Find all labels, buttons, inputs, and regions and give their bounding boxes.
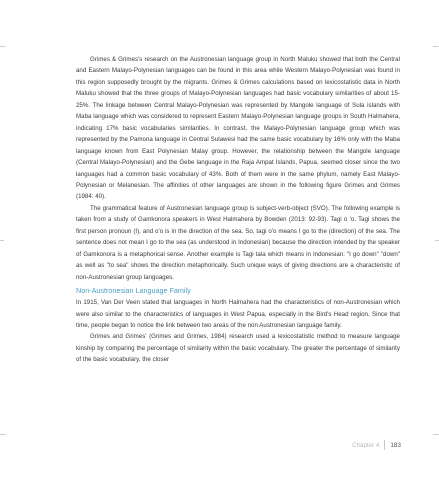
footer-divider bbox=[384, 440, 385, 450]
crop-mark-mid-right bbox=[435, 240, 439, 241]
crop-mark-bottom-right bbox=[433, 434, 439, 435]
crop-mark-mid-left bbox=[0, 240, 4, 241]
page-number: 183 bbox=[390, 441, 401, 449]
section-heading: Non-Austronesian Language Family bbox=[76, 286, 191, 296]
crop-mark-top-left bbox=[0, 46, 6, 47]
crop-mark-bottom-left bbox=[0, 434, 6, 435]
paragraph-grammatical-feature: The grammatical feature of Austronesian language group is subject-verb-object (SVO). The following example is taken from a study of Gamkonora speakers in West Halmahera by Bowden (2013: 92-93). Tagi o 'o. Tagi shows the first person pronoun (I), and o'o is in the direction of the sea. So, tagi o'o means I go to the (direction) of the sea. The sentence does not mean I go to the sea (as understood in Indonesian) because the direction intended by the speaker of Gamkonora is a metaphorical sense. Another example is Tagi tala which means in Indonesian: "I go down" "down" as well as "to sea" shows the direction metaphorically. Such unique ways of giving directions are a characteristic of non-Austronesian group languages. bbox=[76, 204, 400, 281]
paragraph-grimes-research: Grimes & Grimes's research on the Austronesian language group in North Maluku showed that both the Central and Eastern Malayo-Polynesian languages can be found in this area while Western Malayo-Polynesian was found in this region supposedly brought by the migrants. Grimes & Grimes calculations based on lexicostatistic data in North Maluku showed that the three groups of Malayo-Polynesian languages had basic vocabulary similarities of about 15-25%. The linkage between Central Malayo-Polynesian was represented by Mangole language of Sula islands with Maba language which was considered to represent Eastern Malayo-Polynesian language groups in South Halmahera, indicating 17% basic vocabularies similarities. In contrast, the Malayo-Polynesian language group which was represented by the Pamona language in Central Sulawesi had the same basic vocabulary by 16% only with the Maba language known from East Polynesian Malay group. However, the relationship between the Mangole language (Central Malayo-Polynesian) and the Gebe language in the Raja Ampat Islands, Papua, seemed closer since the two languages had a common basic vocabulary of 43%. Both of them were in the same phylum, namely East Malayo-Polynesian or Melanesian. The affinities of other languages are shown in the following figure Grimes and Grimes (1984: 40). bbox=[76, 56, 400, 201]
paragraph-van-der-veen: In 1915, Van Der Veen stated that languages in North Halmahera had the characteristics of non-Austronesian which were also similar to the characteristics of languages in West Papua, especially in the Bird's Head region. Since that time, people began to notice the link between two areas of the non Austronesian language family. bbox=[76, 299, 400, 329]
crop-mark-top-right bbox=[433, 46, 439, 47]
main-text-column bbox=[76, 54, 400, 366]
paragraph-lexicostatistic-method: Grimes and Grimes' (Grimes and Grimes, 1984) research used a lexicostatistic method to measure language kinship by comparing the percentage of similarity within the basic vocabulary. The greater the percentage of similarity of the basic vocabulary, the closer bbox=[76, 333, 400, 364]
page-footer bbox=[352, 438, 401, 452]
chapter-label: Chapter 4 bbox=[352, 441, 380, 449]
